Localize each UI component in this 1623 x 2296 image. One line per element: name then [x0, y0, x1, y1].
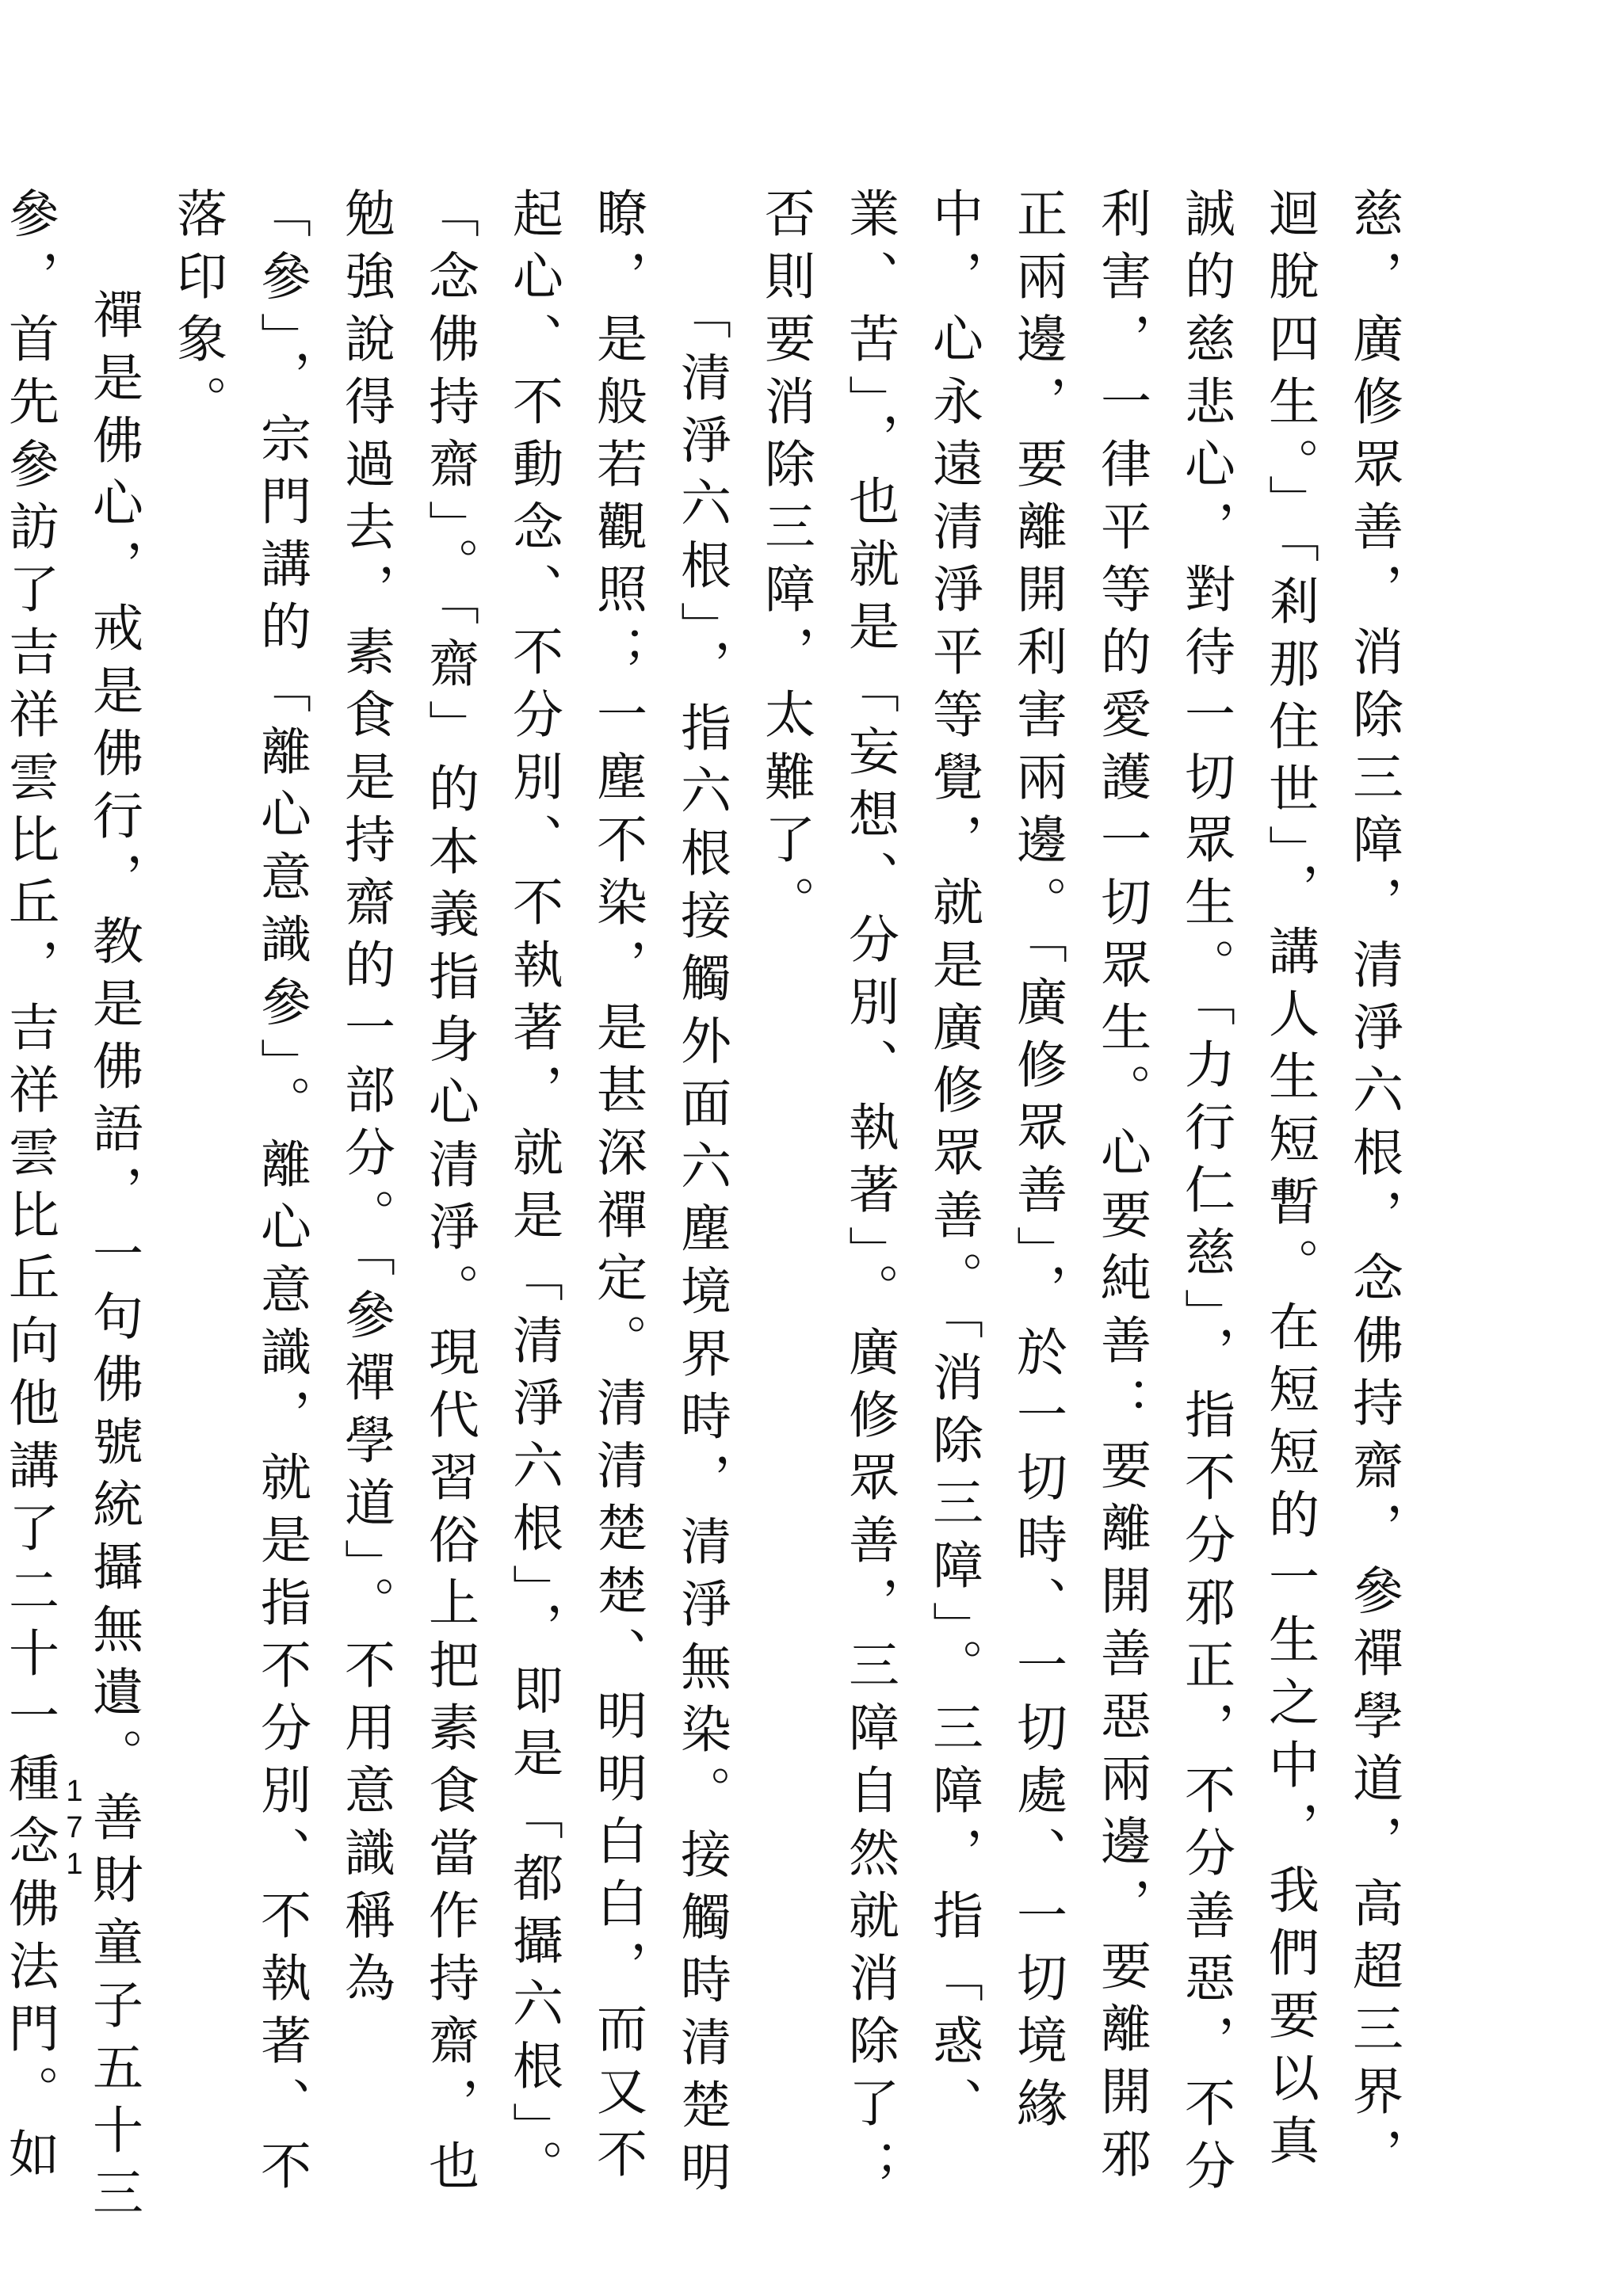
- paragraph-3: 禪是佛心，戒是佛行，教是佛語，一句佛號統攝無遺。善財童子五十三參，首先參訪了吉祥雲比丘，吉祥雲比丘向他講了二十一種念佛法門。如: [0, 187, 143, 2229]
- body-text: [0, 187, 1415, 2231]
- page-number: 171: [58, 1775, 91, 1884]
- paragraph-2: 「清淨六根」，指六根接觸外面六塵境界時，清淨無染。接觸時清楚明瞭，是般若觀照；一塵不染，是甚深禪定。清清楚楚、明明白白，而又不起心、不動念、不分別、不執著，就是「清淨六根」，即是「都攝六根」。「念佛持齋」。「齋」的本義指身心清淨。現代習俗上把素食當作持齋，也勉強說得過去，素食是持齋的一部分。「參禪學道」。不用意識稱為「參」，宗門講的「離心意識參」。離心意識，就是指不分別、不執著、不落印象。: [168, 187, 731, 2203]
- paragraph-1: 慈，廣修眾善，消除三障，清淨六根，念佛持齋，參禪學道，高超三界，迴脫四生。」「剎那住世」，講人生短暫。在短短的一生之中，我們要以真誠的慈悲心，對待一切眾生。「力行仁慈」，指不分邪正，不分善惡，不分利害，一律平等的愛護一切眾生。心要純善：要離開善惡兩邊，要離開邪正兩邊，要離開利害兩邊。「廣修眾善」，於一切時、一切處、一切境緣中，心永遠清淨平等覺，就是廣修眾善。「消除三障」。三障，指「惑、業、苦」，也就是「妄想、分別、執著」。廣修眾善，三障自然就消除了；否則要消除三障，太難了。: [756, 187, 1403, 2202]
